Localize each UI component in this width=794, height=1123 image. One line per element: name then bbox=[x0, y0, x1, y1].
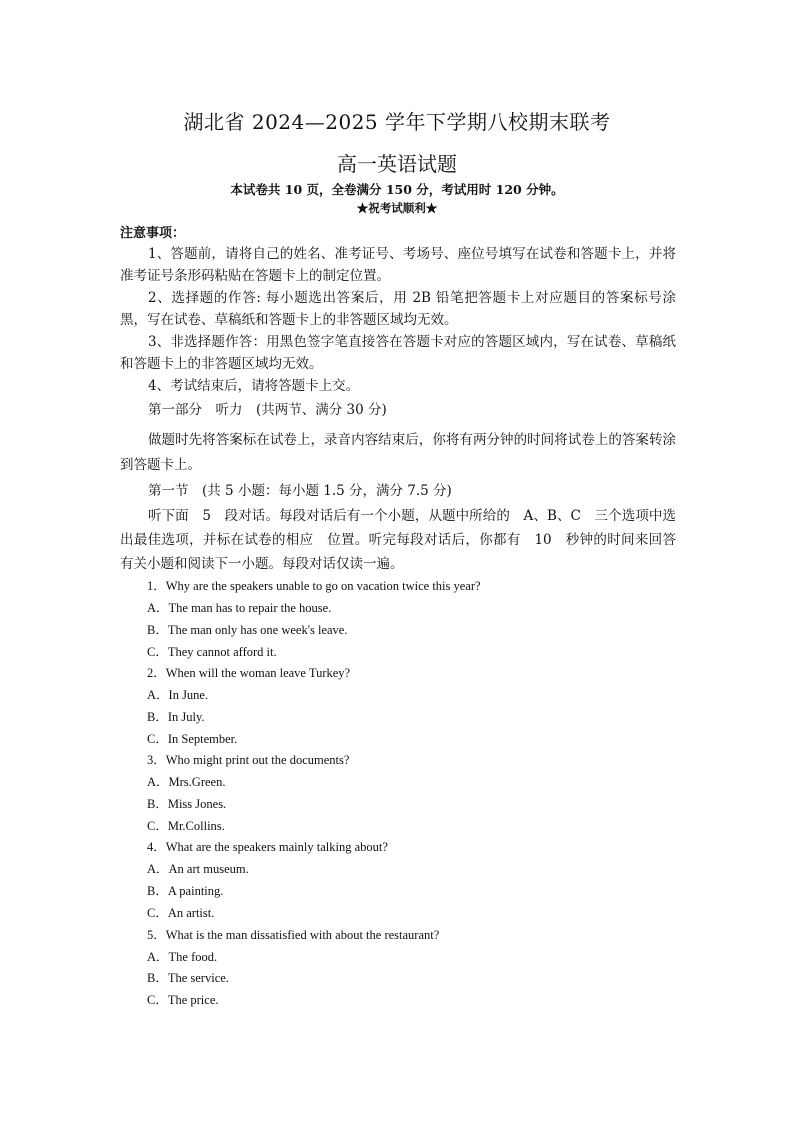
question-4-option-a: A．An art museum. bbox=[147, 862, 249, 876]
question-2-option-a: A．In June. bbox=[147, 688, 209, 702]
question-1-option-b: B．The man only has one week's leave. bbox=[147, 623, 348, 637]
notice-item-2: 2、选择题的作答: 每小题选出答案后，用 2B 铅笔把答题卡上对应题目的答案标号涂黑，写在试卷、草稿纸和答题卡上的非答题区域均无效。 bbox=[120, 290, 676, 328]
question-1-option-a: A．The man has to repair the house. bbox=[147, 601, 332, 615]
good-luck-note: ★祝考试顺利★ bbox=[356, 201, 438, 215]
notice-heading: 注意事项： bbox=[120, 226, 186, 241]
section-one-instruction: 听下面 5 段对话。每段对话后有一个小题，从题中所给的 A、B、C 三个选项中选出最佳选项，并标在试卷的相应 位置。听完每段对话后，你都有 10 秒钟的时间来回答有关小题和阅读下一小题。每段对话仅读一遍。 bbox=[120, 508, 676, 572]
question-3-option-a: A．Mrs.Green. bbox=[147, 775, 226, 789]
question-1: 1．Why are the speakers unable to go on vacation twice this year? bbox=[147, 579, 481, 593]
question-2-option-c: C．In September. bbox=[147, 732, 238, 746]
notice-item-3: 3、非选择题作答：用黑色签字笔直接答在答题卡对应的答题区域内，写在试卷、草稿纸和答题卡上的非答题区域均无效。 bbox=[120, 334, 676, 372]
page-subtitle: 高一英语试题 bbox=[337, 152, 457, 176]
question-2-option-b: B．In July. bbox=[147, 710, 205, 724]
exam-info: 本试卷共 10 页，全卷满分 150 分，考试用时 120 分钟。 bbox=[230, 182, 564, 197]
question-3-option-c: C．Mr.Collins. bbox=[147, 819, 225, 833]
question-5-option-a: A．The food. bbox=[147, 950, 218, 964]
notice-item-4: 4、考试结束后，请将答题卡上交。 bbox=[148, 378, 360, 394]
part-one-instruction: 做题时先将答案标在试卷上，录音内容结束后，你将有两分钟的时间将试卷上的答案转涂到答题卡上。 bbox=[120, 432, 676, 473]
question-5-option-b: B．The service. bbox=[147, 971, 229, 985]
part-one-title: 第一部分 听力 (共两节、满分 30 分) bbox=[148, 402, 387, 418]
question-1-option-c: C．They cannot afford it. bbox=[147, 645, 277, 659]
section-one-title: 第一节 (共 5 小题：每小题 1.5 分，满分 7.5 分) bbox=[148, 483, 452, 499]
question-5-option-c: C．The price. bbox=[147, 993, 219, 1007]
question-3-option-b: B．Miss Jones. bbox=[147, 797, 227, 811]
question-4: 4．What are the speakers mainly talking about? bbox=[147, 840, 388, 854]
notice-item-1: 1、答题前，请将自己的姓名、准考证号、考场号、座位号填写在试卷和答题卡上，并将准考证号条形码粘贴在答题卡上的制定位置。 bbox=[120, 246, 676, 284]
question-5: 5．What is the man dissatisfied with about the restaurant? bbox=[147, 928, 440, 942]
question-4-option-b: B．A painting. bbox=[147, 884, 224, 898]
question-3: 3．Who might print out the documents? bbox=[147, 753, 350, 767]
question-4-option-c: C．An artist. bbox=[147, 906, 215, 920]
question-2: 2．When will the woman leave Turkey? bbox=[147, 666, 351, 680]
page-title: 湖北省 2024—2025 学年下学期八校期末联考 bbox=[183, 110, 611, 134]
